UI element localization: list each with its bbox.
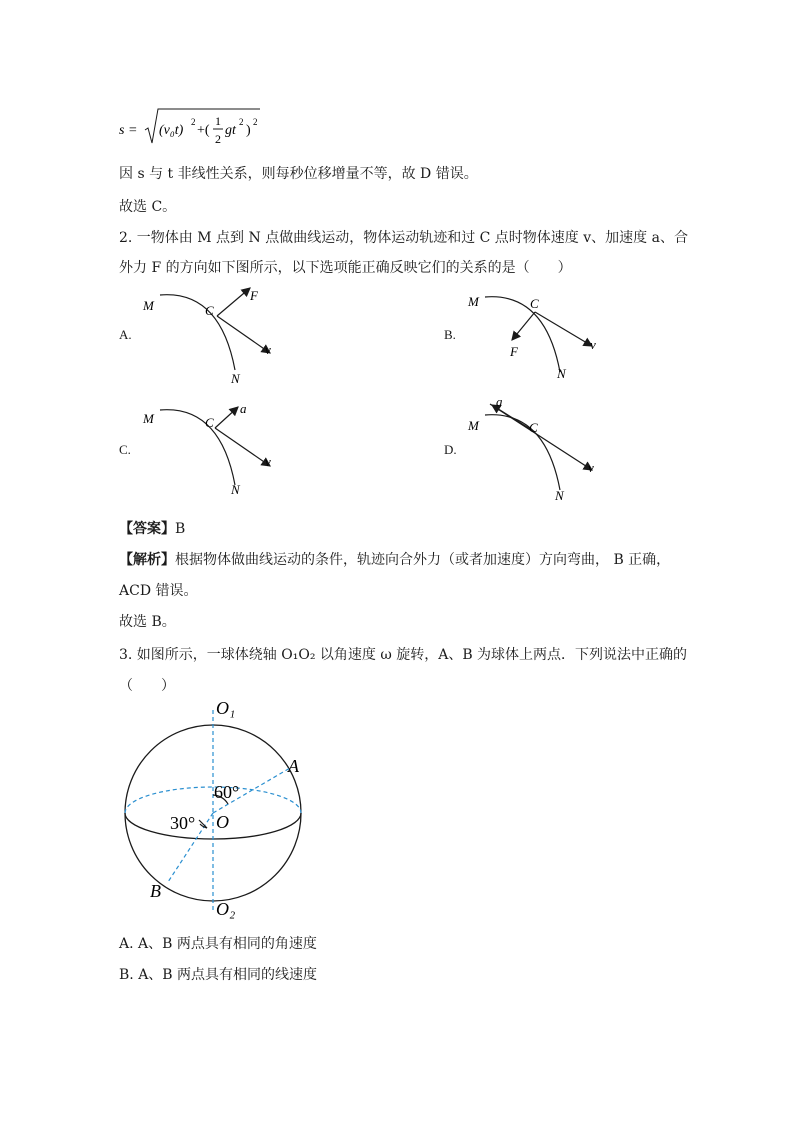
a-arrow-label: F	[250, 288, 258, 303]
q2-line-1: 2. 一物体由 M 点到 N 点做曲线运动，物体运动轨迹和过 C 点时物体速度 v、加速度 a、合	[119, 230, 688, 246]
formula-v0t: (v₀t)	[159, 123, 184, 138]
text-line-2: 故选 C。	[119, 199, 177, 215]
formula-frac-num: 1	[215, 114, 221, 128]
formula-plus: +(	[197, 123, 210, 138]
d-C: C	[529, 420, 538, 435]
angle-60: 60°	[214, 782, 240, 802]
q3-line-2: （ ）	[119, 678, 175, 694]
angle-30: 30°	[170, 813, 196, 833]
c-C: C	[205, 415, 214, 430]
b-C: C	[530, 296, 539, 311]
option-d-label: D.	[444, 442, 457, 457]
label-O2: O₂	[216, 899, 236, 919]
c-N: N	[231, 482, 240, 497]
q3-line-1: 3. 如图所示，一球体绕轴 O₁O₂ 以角速度 ω 旋转，A、B 为球体上两点．下列说法中正确的	[119, 647, 688, 663]
label-B: B	[150, 881, 161, 901]
option-a-label: A.	[119, 327, 132, 342]
a-N: N	[231, 371, 240, 386]
analysis-line-1	[119, 551, 670, 569]
a-v: v	[265, 342, 271, 357]
option-b-label: B.	[444, 327, 456, 342]
b-M: M	[468, 294, 479, 309]
c-M: M	[143, 411, 154, 426]
analysis-line-3: 故选 B。	[119, 614, 176, 630]
formula-frac-den: 2	[215, 132, 221, 146]
analysis-tag: 【解析】	[119, 552, 175, 568]
a-C: C	[205, 303, 214, 318]
analysis-text-1: 根据物体做曲线运动的条件，轨迹向合外力（或者加速度）方向弯曲， B 正确，	[175, 552, 671, 568]
c-v: v	[265, 454, 271, 469]
answer-line	[119, 520, 185, 538]
b-N: N	[557, 366, 566, 381]
q3-option-a: A. A、B 两点具有相同的角速度	[119, 936, 317, 952]
d-v: v	[588, 460, 594, 475]
answer-value: B	[175, 521, 186, 537]
d-N: N	[555, 488, 564, 503]
d-M: M	[468, 418, 479, 433]
analysis-line-2: ACD 错误。	[119, 583, 198, 599]
sphere-diagram	[110, 700, 320, 920]
b-arrow-label: F	[510, 344, 518, 359]
formula-gt: gt	[225, 123, 236, 138]
formula-sq-inner: 2	[239, 117, 244, 127]
option-c-label: C.	[119, 442, 131, 457]
b-v: v	[590, 337, 596, 352]
label-A: A	[288, 756, 299, 776]
formula-sq1: 2	[191, 117, 196, 127]
formula-sq2: 2	[253, 117, 258, 127]
d-arrow-label: a	[496, 394, 503, 409]
c-arrow-label: a	[240, 401, 247, 416]
label-O: O	[216, 812, 229, 832]
a-M: M	[143, 298, 154, 313]
q3-option-b: B. A、B 两点具有相同的线速度	[119, 967, 318, 983]
label-O1: O₁	[216, 700, 236, 718]
answer-tag: 【答案】	[119, 521, 175, 537]
text-line-1: 因 s 与 t 非线性关系，则每秒位移增量不等，故 D 错误。	[119, 166, 478, 182]
formula-close: )	[246, 123, 251, 138]
q2-line-2: 外力 F 的方向如下图所示，以下选项能正确反映它们的关系的是（ ）	[119, 260, 572, 276]
formula-lhs: s =	[119, 123, 138, 138]
